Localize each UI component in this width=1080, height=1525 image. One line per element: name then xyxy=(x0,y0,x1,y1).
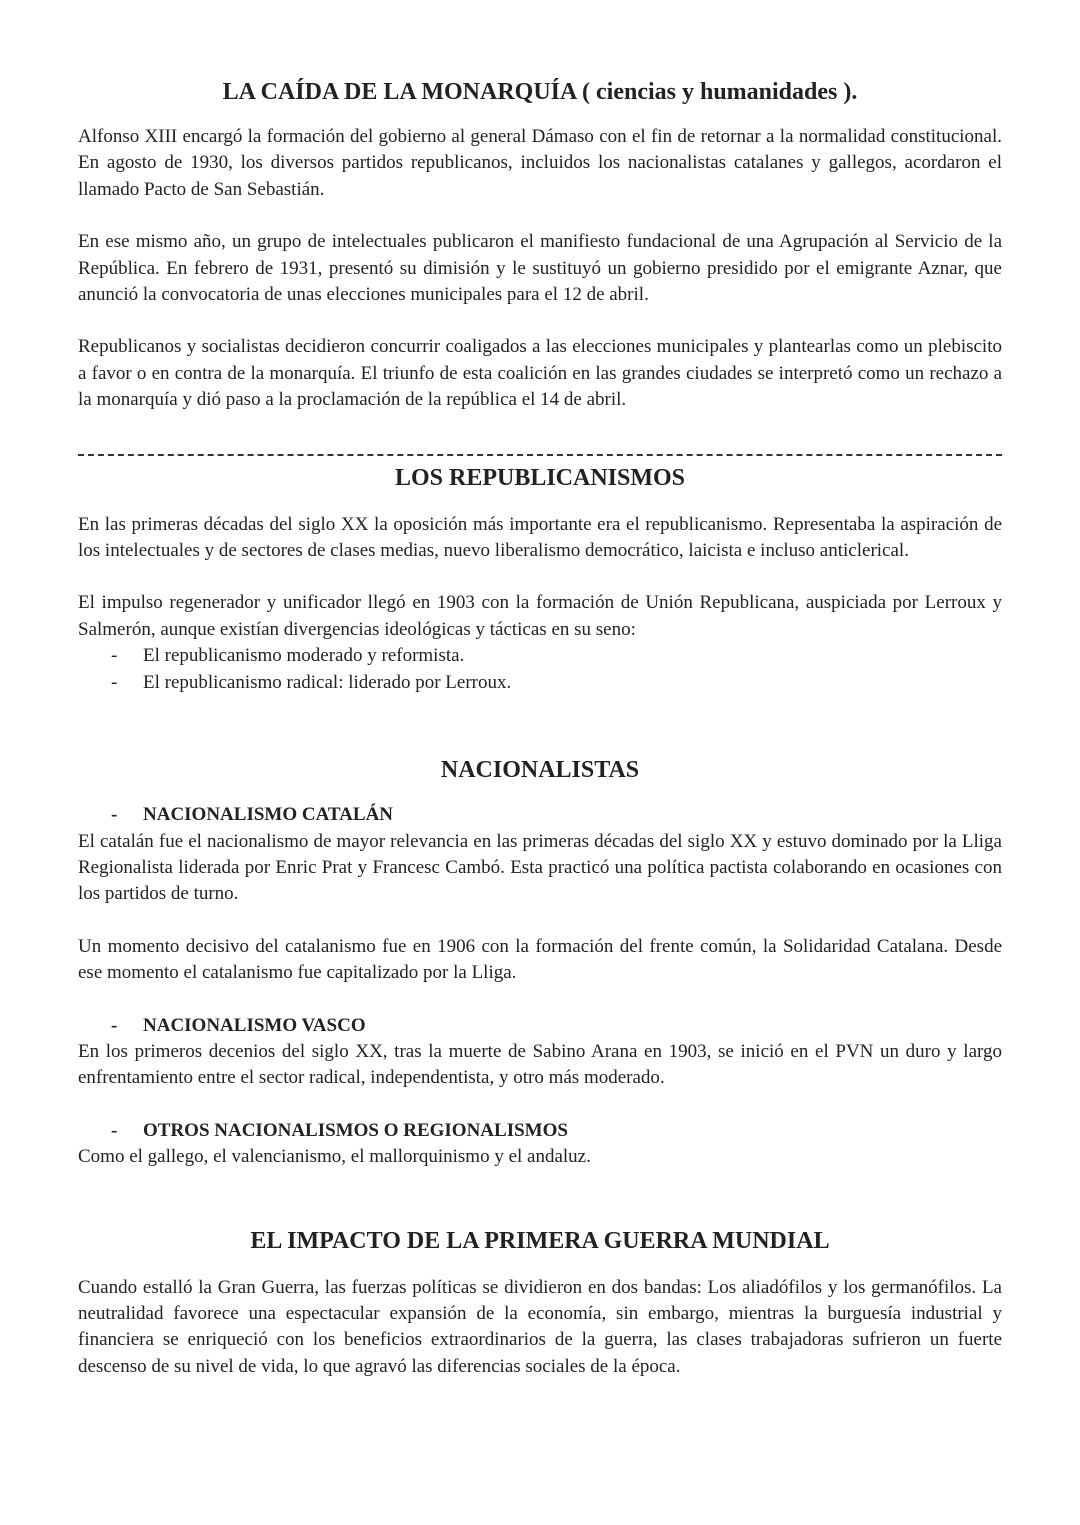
dash-bullet: - xyxy=(111,645,118,667)
list-item xyxy=(78,670,1002,696)
dash-bullet: - xyxy=(111,1014,118,1036)
paragraph-monarquia-2: En ese mismo año, un grupo de intelectuales publicaron el manifiesto fundacional de una Agrupación al Servicio de la República. En febrero de 1931, presentó su dimisión y le sustituyó un gobierno presidido por el emigrante Aznar, que anunció la convocatoria de unas elecciones municipales para el 12 de abril. xyxy=(78,231,1002,306)
paragraph-monarquia-1: Alfonso XIII encargó la formación del gobierno al general Dámaso con el fin de retornar a la normalidad constitucional. En agosto de 1930, los diversos partidos republicanos, incluidos los nacionalistas catalanes y gallegos, acordaron el llamado Pacto de San Sebastián. xyxy=(78,126,1002,200)
subheading-otros xyxy=(78,1118,1002,1144)
dash-bullet: - xyxy=(111,804,118,826)
subheading-text: OTROS NACIONALISMOS O REGIONALISMOS xyxy=(143,1119,568,1141)
paragraph-guerra: Cuando estalló la Gran Guerra, las fuerzas políticas se dividieron en dos bandas: Los aliadófilos y los germanófilos. La neutralidad favorece una espectacular expansión de la economía, sin embargo, mientras la burguesía industrial y financiera se enriqueció con los beneficios extraordinarios de la guerra, las clases trabajadoras sufrieron un fuerte descenso de su nivel de vida, lo que agravó las diferencias sociales de la época. xyxy=(78,1276,1002,1377)
paragraph-catalan-2: Un momento decisivo del catalanismo fue en 1906 con la formación del frente común, la Solidaridad Catalana. Desde ese momento el catalanismo fue capitalizado por la Lliga. xyxy=(78,935,1002,984)
paragraph-monarquia-3: Republicanos y socialistas decidieron concurrir coaligados a las elecciones municipales y plantearlas como un plebiscito a favor o en contra de la monarquía. El triunfo de esta coalición en las grandes ciudades se interpretó como un rechazo a la monarquía y dió paso a la proclamación de la república el 14 de abril. xyxy=(78,336,1002,411)
paragraph-catalan-1: El catalán fue el nacionalismo de mayor relevancia en las primeras décadas del siglo XX y estuvo dominado por la Lliga Regionalista liderada por Enric Prat y Francesc Cambó. Esta practicó una política pactista colaborando en ocasiones con los partidos de turno. xyxy=(78,830,1002,905)
subheading-vasco xyxy=(78,1013,1002,1039)
paragraph-vasco: En los primeros decenios del siglo XX, tras la muerte de Sabino Arana en 1903, se inició en el PVN un duro y largo enfrentamiento entre el sector radical, independentista, y otro más moderado. xyxy=(78,1040,1002,1089)
paragraph-republicanismos-1: En las primeras décadas del siglo XX la oposición más importante era el republicanismo. Representaba la aspiración de los intelectuales y de sectores de clases medias, nuevo liberalismo democrático, laicista e incluso anticlerical. xyxy=(78,513,1002,562)
list-item-text: El republicanismo radical: liderado por Lerroux. xyxy=(143,671,512,693)
dash-bullet: - xyxy=(111,671,118,693)
subheading-text: NACIONALISMO CATALÁN xyxy=(143,804,394,826)
list-item-text: El republicanismo moderado y reformista. xyxy=(143,645,465,667)
section-title-guerra: EL IMPACTO DE LA PRIMERA GUERRA MUNDIAL xyxy=(250,1227,830,1254)
dash-bullet: - xyxy=(111,1119,118,1141)
subheading-text: NACIONALISMO VASCO xyxy=(143,1014,366,1036)
republicanismo-list xyxy=(78,643,1002,696)
paragraph-otros: Como el gallego, el valencianismo, el mallorquinismo y el andaluz. xyxy=(78,1146,591,1168)
section-title-nacionalistas: NACIONALISTAS xyxy=(440,757,640,784)
list-item xyxy=(78,643,1002,669)
section-title-republicanismos: LOS REPUBLICANISMOS xyxy=(394,464,686,491)
section-title-monarquia: LA CAÍDA DE LA MONARQUÍA ( ciencias y humanidades ). xyxy=(222,79,858,105)
dashed-divider xyxy=(78,454,1002,456)
subheading-catalan xyxy=(78,802,1002,828)
paragraph-republicanismos-2: El impulso regenerador y unificador llegó en 1903 con la formación de Unión Republicana, auspiciada por Lerroux y Salmerón, aunque existían divergencias ideológicas y tácticas en su seno: xyxy=(78,592,1002,640)
